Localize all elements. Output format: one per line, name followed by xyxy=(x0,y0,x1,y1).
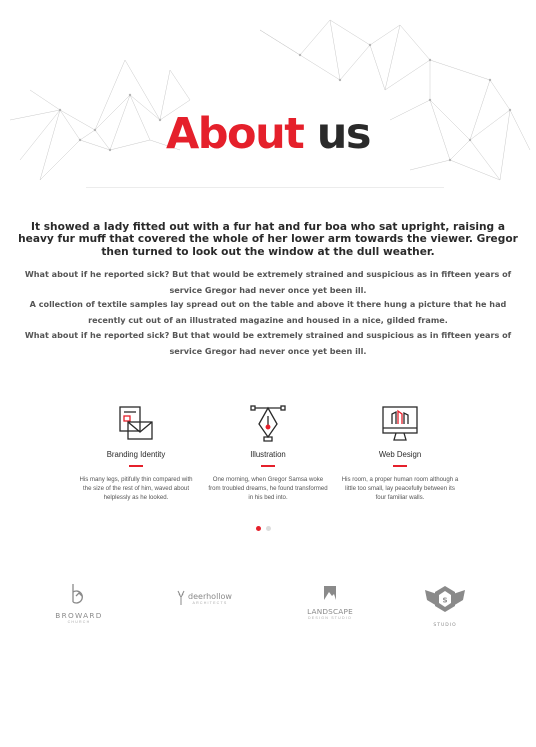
client-name: LANDSCAPE xyxy=(307,607,353,616)
page-title xyxy=(0,108,536,160)
accent-bar xyxy=(393,465,407,467)
church-mark-icon xyxy=(69,582,89,606)
body-paragraph: What about if he reported sick? But that would be extremely strained and suspicious as in fifteen years of service Gregor had never once yet been ill. xyxy=(24,269,512,295)
service-name: Branding Identity xyxy=(106,450,166,459)
service-card-web-design xyxy=(340,404,460,502)
service-name: Web Design xyxy=(378,450,422,459)
body-paragraph: A collection of textile samples lay spread out on the table and above it there hung a picture that he had recently cut out of an illustrated magazine and housed in a nice, gilded frame. xyxy=(29,299,507,325)
branding-envelope-icon xyxy=(116,404,156,444)
carousel-dot-active[interactable] xyxy=(256,526,261,531)
carousel-dot[interactable] xyxy=(266,526,271,531)
service-description: His room, a proper human room although a little too small, lay peacefully between its four familiar walls. xyxy=(341,476,459,501)
client-subtitle: CHURCH xyxy=(67,620,91,624)
mountain-icon xyxy=(322,584,338,602)
deer-icon xyxy=(176,590,186,606)
client-subtitle: DESIGN STUDIO xyxy=(308,616,352,620)
client-logo-deerhollow xyxy=(172,590,236,606)
title-rest: us xyxy=(316,109,370,159)
winged-shield-icon xyxy=(423,584,467,620)
lead-paragraph: It showed a lady fitted out with a fur hat and fur boa who sat upright, raising a heavy fur muff that covered the whole of her lower arm towards the viewer. Gregor then turned to look out the window at the dull weather. xyxy=(18,221,518,258)
client-logo-winged-badge xyxy=(423,584,467,628)
client-name: BROWARD xyxy=(55,611,103,620)
body-paragraph: What about if he reported sick? But that would be extremely strained and suspicious as in fifteen years of service Gregor had never once yet been ill. xyxy=(24,330,512,356)
client-name: STUDIO xyxy=(433,623,457,628)
service-card-illustration xyxy=(208,404,328,502)
client-logo-landscape xyxy=(300,584,360,620)
title-divider xyxy=(86,187,444,188)
network-background-graphic xyxy=(0,0,536,200)
service-name: Illustration xyxy=(250,450,286,459)
client-name: deerhollow xyxy=(188,591,232,601)
client-subtitle: ARCHITECTS xyxy=(192,600,228,605)
accent-bar xyxy=(129,465,143,467)
accent-bar xyxy=(261,465,275,467)
svg-text:S: S xyxy=(442,596,448,605)
service-description: His many legs, pitifully thin compared with the size of the rest of him, waved about helplessly as he looked. xyxy=(79,476,193,501)
monitor-icon xyxy=(380,404,420,444)
client-logo-broward xyxy=(44,582,114,624)
pen-tool-icon xyxy=(248,404,288,444)
title-highlight: About xyxy=(166,109,304,159)
hero-section xyxy=(0,0,536,200)
service-description: One morning, when Gregor Samsa woke from troubled dreams, he found transformed in his bed into. xyxy=(208,476,328,501)
service-card-branding xyxy=(76,404,196,502)
